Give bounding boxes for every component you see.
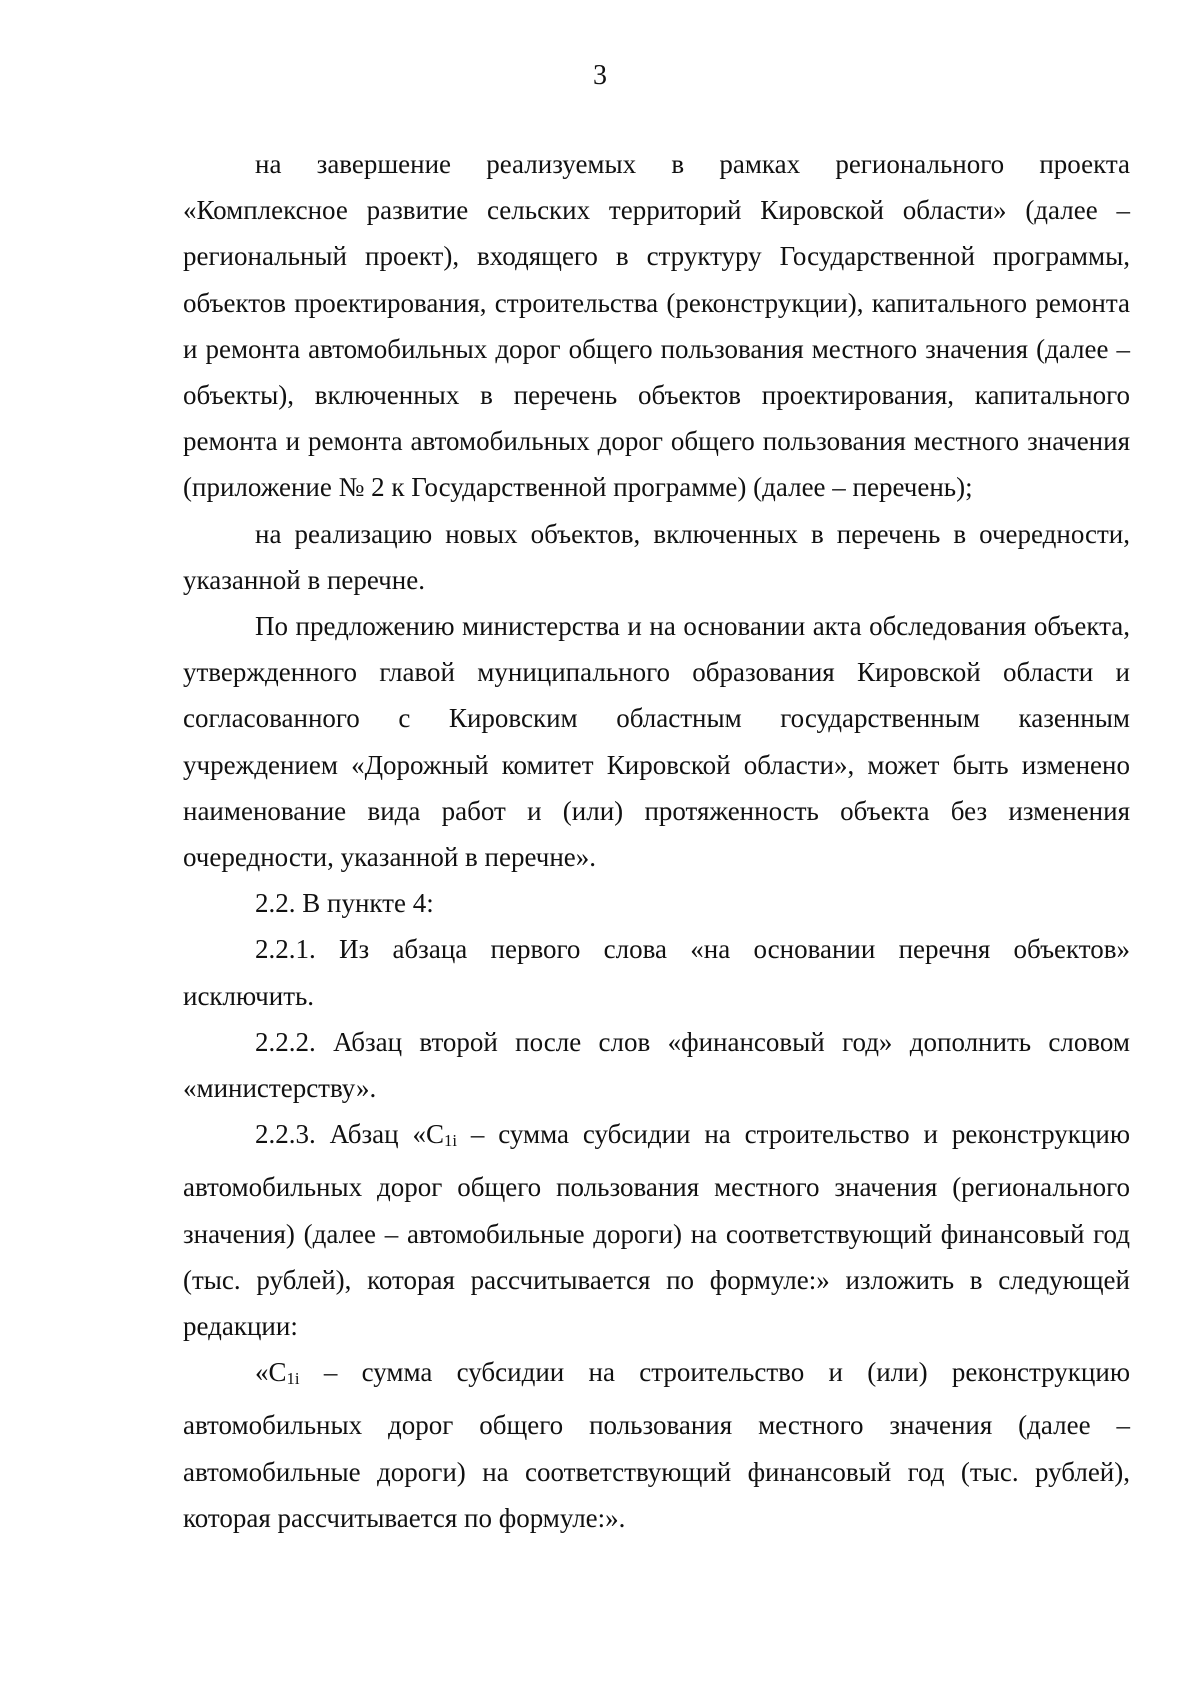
paragraph-2-2-3-prefix: 2.2.3. Абзац «C (255, 1119, 444, 1150)
paragraph-new-wording (183, 1349, 1130, 1541)
paragraph-2-2: 2.2. В пункте 4: (255, 888, 434, 919)
subscript-1i: 1i (286, 1369, 300, 1389)
paragraph-2-2-1: 2.2.1. Из абзаца первого слова «на основании перечня объектов» исключить. (183, 934, 1130, 1011)
paragraph-new-wording-suffix: – сумма субсидии на строительство и (или) реконструкцию автомобильных дорог общего пользования местного значения (далее – автомобильные дороги) на соответствующий финансовый год (тыс. рублей), которая рассчитывается по формуле:». (183, 1357, 1130, 1533)
paragraph-new-objects: на реализацию новых объектов, включенных в перечень в очередности, указанной в перечне. (183, 518, 1130, 595)
paragraph-new-wording-prefix: «C (255, 1357, 287, 1388)
paragraph-ministry-proposal: По предложению министерства и на основании акта обследования объекта, утвержденного главой муниципального образования Кировской области и согласованного с Кировским областным государственным казенным учреждением «Дорожный комитет Кировской области», может быть изменено наименование вида работ и (или) протяженность объекта без изменения очередности, указанной в перечне». (183, 611, 1130, 873)
paragraph-2-2-3 (183, 1111, 1130, 1349)
subscript-1i: 1i (443, 1131, 458, 1151)
paragraph-project-completion: на завершение реализуемых в рамках регионального проекта «Комплексное развитие сельских территорий Кировской области» (далее – региональный проект), входящего в структуру Государственной программы, объектов проектирования, строительства (реконструкции), капитального ремонта и ремонта автомобильных дорог общего пользования местного значения (далее – объекты), включенных в перечень объектов проектирования, капитального ремонта и ремонта автомобильных дорог общего пользования местного значения (приложение № 2 к Государственной программе) (далее – перечень); (183, 149, 1130, 503)
paragraph-2-2-3-suffix: – сумма субсидии на строительство и реконструкцию автомобильных дорог общего пользования местного значения (регионального значения) (далее – автомобильные дороги) на соответствующий финансовый год (тыс. рублей), которая рассчитывается по формуле:» изложить в следующей редакции: (183, 1119, 1130, 1342)
paragraph-2-2-2: 2.2.2. Абзац второй после слов «финансовый год» дополнить словом «министерству». (183, 1026, 1130, 1104)
document-body (183, 141, 1130, 1541)
page-number: 3 (593, 60, 607, 91)
